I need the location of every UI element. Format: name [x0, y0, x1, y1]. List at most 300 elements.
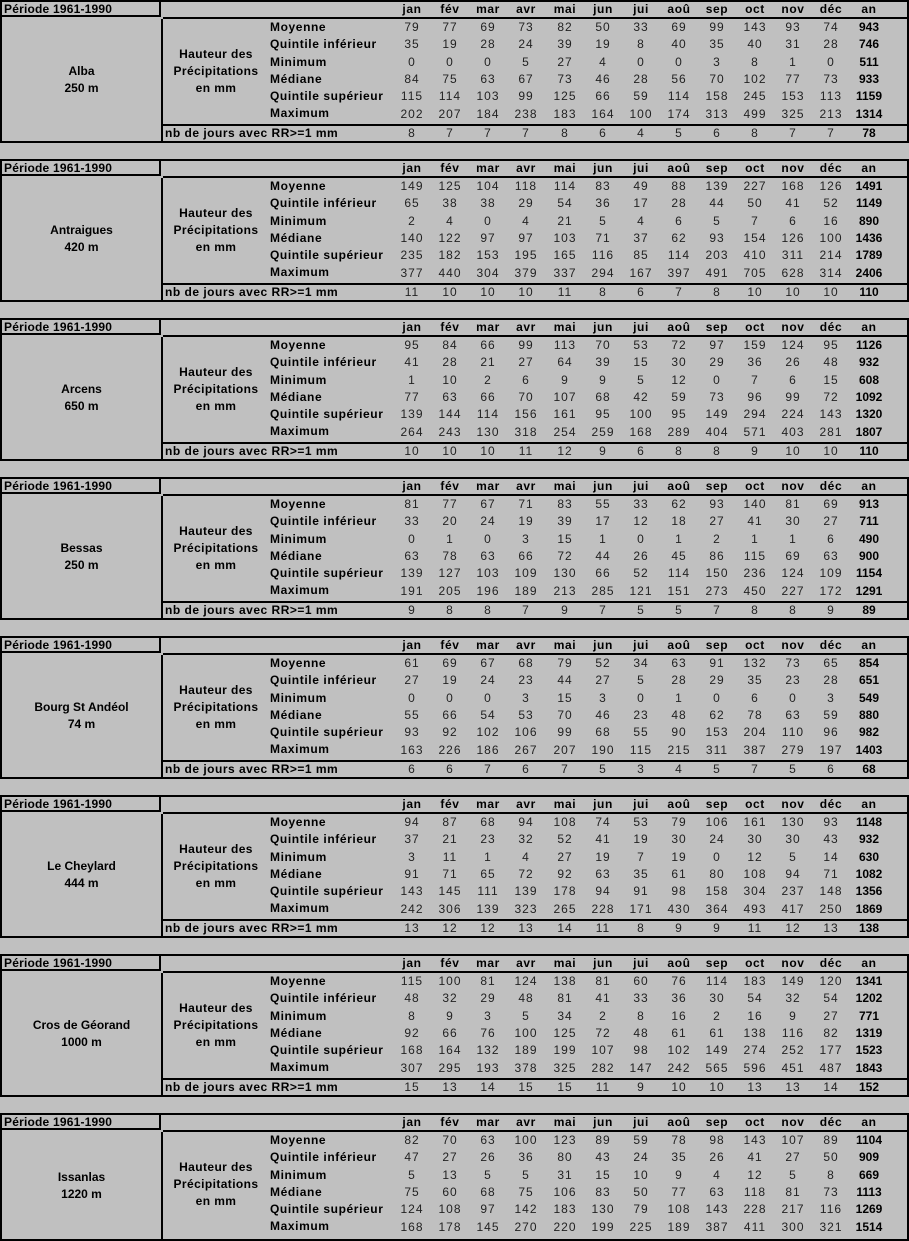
precipitation-label-line: Précipitations [173, 1018, 259, 1032]
table-cell: 79 [671, 815, 687, 829]
table-cell: 71 [518, 497, 534, 511]
table-cell: 84 [442, 338, 458, 352]
table-cell: 106 [705, 815, 729, 829]
table-cell: 125 [553, 89, 577, 104]
table-cell: 273 [705, 583, 729, 598]
table-cell: 311 [781, 248, 805, 263]
ndays-cell: 10 [823, 285, 839, 299]
month-header: jan [402, 956, 422, 970]
table-cell: 61 [709, 1025, 725, 1040]
ndays-cell: 7 [789, 126, 797, 140]
table-cell: 242 [400, 901, 424, 916]
table-cell: 97 [709, 338, 725, 352]
table-cell: 81 [785, 497, 801, 511]
table-cell: 104 [476, 179, 500, 193]
table-cell: 139 [476, 901, 500, 916]
table-cell: 29 [518, 196, 534, 211]
table-cell: 0 [484, 690, 492, 705]
ndays-cell: 11 [747, 921, 763, 935]
table-cell: 118 [743, 1184, 767, 1199]
table-cell: 97 [480, 230, 496, 245]
station-altitude: 1000 m [61, 1035, 102, 1049]
table-cell: 102 [667, 1043, 691, 1058]
table-cell: 139 [400, 566, 424, 581]
ndays-label: nb de jours avec RR>=1 mm [165, 603, 339, 617]
table-cell: 116 [819, 1202, 843, 1217]
month-header: an [861, 638, 877, 652]
table-cell: 21 [480, 355, 496, 370]
ndays-cell: 7 [484, 762, 492, 776]
table-cell: 70 [709, 71, 725, 86]
station-table [0, 636, 909, 779]
station-cell [2, 814, 163, 936]
table-cell: 149 [781, 974, 805, 988]
month-header: jan [402, 479, 422, 493]
table-cell: 9 [599, 372, 607, 387]
table-cell: 0 [827, 54, 835, 69]
month-header: avr [516, 638, 536, 652]
table-cell: 110 [781, 725, 805, 740]
table-cell: 15 [633, 355, 649, 370]
annual-value: 711 [859, 514, 879, 529]
annual-value: 1320 [855, 407, 883, 422]
stat-label: Médiane [270, 1025, 323, 1040]
month-header: oct [745, 797, 765, 811]
precipitation-label-line: Hauteur des [179, 683, 253, 697]
table-cell: 237 [781, 884, 805, 899]
table-cell: 9 [446, 1008, 454, 1023]
table-cell: 71 [595, 230, 611, 245]
table-cell: 90 [671, 725, 687, 740]
ndays-cell: 6 [522, 762, 530, 776]
month-header: nov [781, 320, 805, 334]
table-cell: 139 [400, 407, 424, 422]
table-cell: 387 [743, 742, 767, 757]
table-cell: 174 [667, 106, 691, 121]
table-cell: 118 [514, 179, 538, 193]
annual-value: 1843 [855, 1060, 883, 1075]
table-cell: 116 [781, 1025, 805, 1040]
table-cell: 378 [514, 1060, 538, 1075]
month-header: déc [819, 320, 843, 334]
table-cell: 78 [442, 548, 458, 563]
table-cell: 77 [442, 497, 458, 511]
table-cell: 39 [595, 355, 611, 370]
table-cell: 66 [518, 548, 534, 563]
table-cell: 126 [781, 230, 805, 245]
month-header: sep [705, 638, 729, 652]
month-header: avr [516, 1115, 536, 1129]
annual-value: 1789 [855, 248, 883, 263]
table-cell: 274 [743, 1043, 767, 1058]
table-cell: 2 [408, 213, 416, 228]
table-cell: 227 [781, 583, 805, 598]
table-cell: 30 [747, 832, 763, 847]
month-header: déc [819, 161, 843, 175]
table-cell: 66 [595, 89, 611, 104]
table-cell: 8 [408, 1008, 416, 1023]
station-name: Bessas [60, 541, 103, 555]
table-cell: 93 [709, 497, 725, 511]
ndays-cell: 13 [518, 921, 534, 935]
table-cell: 73 [557, 71, 573, 86]
table-cell: 3 [713, 54, 721, 69]
ndays-cell: 7 [675, 285, 683, 299]
table-cell: 55 [633, 725, 649, 740]
stat-labels [270, 337, 384, 441]
table-cell: 34 [557, 1008, 573, 1023]
table-cell: 28 [823, 673, 839, 688]
annual-value: 2406 [855, 265, 883, 280]
stat-label: Quintile supérieur [270, 884, 384, 899]
table-cell: 145 [476, 1219, 500, 1234]
table-cell: 158 [705, 884, 729, 899]
table-cell: 94 [518, 815, 534, 829]
table-cell: 183 [553, 106, 577, 121]
table-cell: 27 [518, 355, 534, 370]
stat-label: Quintile supérieur [270, 566, 384, 581]
table-cell: 6 [675, 213, 683, 228]
table-cell: 205 [438, 583, 462, 598]
table-cell: 52 [823, 196, 839, 211]
table-cell: 151 [667, 583, 691, 598]
ndays-cell: 78 [862, 126, 876, 140]
table-cell: 3 [408, 849, 416, 864]
table-cell: 92 [557, 866, 573, 881]
table-cell: 83 [595, 179, 611, 193]
table-cell: 1 [789, 54, 797, 69]
table-cell: 125 [438, 179, 462, 193]
table-cell: 77 [785, 71, 801, 86]
month-header: déc [819, 638, 843, 652]
stat-label: Moyenne [270, 815, 327, 829]
table-cell: 114 [667, 566, 691, 581]
annual-value: 1341 [855, 974, 883, 988]
table-cell: 417 [781, 901, 805, 916]
month-header: avr [516, 797, 536, 811]
table-cell: 91 [633, 884, 649, 899]
table-cell: 178 [553, 884, 577, 899]
station-cell [2, 496, 163, 618]
month-header: déc [819, 956, 843, 970]
table-cell: 109 [514, 566, 538, 581]
table-cell: 178 [438, 1219, 462, 1234]
month-header: jui [633, 956, 649, 970]
table-cell: 23 [518, 673, 534, 688]
table-cell: 123 [553, 1133, 577, 1147]
table-cell: 3 [522, 531, 530, 546]
table-cell: 68 [480, 815, 496, 829]
annual-value: 1159 [855, 89, 883, 104]
annual-value: 1154 [855, 566, 883, 581]
table-cell: 304 [743, 884, 767, 899]
table-cell: 207 [438, 106, 462, 121]
ndays-cell: 11 [404, 285, 420, 299]
month-header: fév [440, 2, 460, 16]
table-cell: 4 [599, 54, 607, 69]
month-header: oct [745, 1115, 765, 1129]
annual-value: 1403 [855, 742, 883, 757]
table-cell: 161 [553, 407, 577, 422]
table-cell: 214 [819, 248, 843, 263]
stat-label: Quintile supérieur [270, 89, 384, 104]
table-cell: 36 [595, 196, 611, 211]
table-cell: 265 [553, 901, 577, 916]
table-cell: 197 [819, 742, 843, 757]
table-cell: 243 [438, 424, 462, 439]
table-cell: 100 [629, 106, 653, 121]
stat-label: Maximum [270, 901, 330, 916]
annual-value: 630 [858, 849, 880, 864]
ndays-cell: 13 [404, 921, 420, 935]
annual-value: 1436 [855, 230, 883, 245]
ndays-cell: 10 [785, 444, 801, 458]
month-header: aoû [667, 479, 691, 493]
table-cell: 10 [442, 372, 458, 387]
table-cell: 97 [518, 230, 534, 245]
table-cell: 108 [438, 1202, 462, 1217]
stat-label: Moyenne [270, 656, 327, 670]
table-cell: 61 [671, 1025, 687, 1040]
month-header: jui [633, 1115, 649, 1129]
table-cell: 53 [518, 707, 534, 722]
stat-label: Quintile supérieur [270, 248, 384, 263]
table-cell: 63 [709, 1184, 725, 1199]
table-cell: 15 [595, 1167, 611, 1182]
ndays-cell: 6 [827, 762, 835, 776]
table-cell: 285 [591, 583, 615, 598]
table-cell: 6 [789, 372, 797, 387]
table-cell: 114 [438, 89, 462, 104]
ndays-cell: 5 [599, 762, 607, 776]
table-cell: 2 [484, 372, 492, 387]
table-cell: 76 [480, 1025, 496, 1040]
ndays-cell: 10 [823, 444, 839, 458]
ndays-cell: 68 [862, 762, 876, 776]
table-cell: 1 [484, 849, 492, 864]
table-cell: 83 [595, 1184, 611, 1199]
table-cell: 89 [823, 1133, 839, 1147]
table-cell: 41 [747, 1150, 763, 1165]
table-cell: 30 [785, 832, 801, 847]
table-cell: 130 [781, 815, 805, 829]
table-cell: 32 [785, 991, 801, 1006]
table-cell: 3 [522, 690, 530, 705]
table-cell: 63 [480, 548, 496, 563]
table-cell: 73 [709, 389, 725, 404]
table-cell: 295 [438, 1060, 462, 1075]
table-cell: 35 [404, 37, 420, 52]
table-cell: 5 [599, 213, 607, 228]
table-cell: 150 [705, 566, 729, 581]
table-cell: 245 [743, 89, 767, 104]
ndays-cell: 15 [557, 1080, 573, 1094]
table-cell: 59 [823, 707, 839, 722]
ndays-cell: 11 [595, 921, 611, 935]
table-cell: 19 [442, 673, 458, 688]
table-cell: 149 [705, 407, 729, 422]
table-cell: 153 [476, 248, 500, 263]
table-cell: 132 [743, 656, 767, 670]
station-altitude: 420 m [64, 240, 99, 254]
table-cell: 28 [442, 355, 458, 370]
table-cell: 28 [633, 71, 649, 86]
ndays-cell: 9 [827, 603, 835, 617]
month-header: an [861, 2, 877, 16]
table-cell: 5 [522, 1167, 530, 1182]
table-cell: 304 [476, 265, 500, 280]
precipitation-label-line: en mm [195, 399, 237, 413]
ndays-cell: 6 [637, 444, 645, 458]
table-cell: 71 [442, 866, 458, 881]
station-table [0, 1113, 909, 1241]
table-cell: 207 [553, 742, 577, 757]
table-cell: 27 [823, 1008, 839, 1023]
annual-value: 909 [858, 1150, 880, 1165]
table-cell: 184 [476, 106, 500, 121]
table-cell: 204 [743, 725, 767, 740]
table-cell: 114 [667, 248, 691, 263]
table-cell: 59 [633, 89, 649, 104]
table-cell: 98 [633, 1043, 649, 1058]
table-cell: 68 [595, 725, 611, 740]
table-cell: 19 [633, 832, 649, 847]
table-cell: 44 [709, 196, 725, 211]
month-header: an [861, 956, 877, 970]
table-cell: 294 [591, 265, 615, 280]
ndays-cell: 15 [404, 1080, 420, 1094]
ndays-cell: 10 [442, 444, 458, 458]
table-cell: 66 [442, 1025, 458, 1040]
ndays-cell: 10 [480, 285, 496, 299]
table-cell: 149 [400, 179, 424, 193]
table-cell: 5 [522, 1008, 530, 1023]
table-cell: 139 [514, 884, 538, 899]
table-cell: 27 [785, 1150, 801, 1165]
table-cell: 27 [557, 849, 573, 864]
table-cell: 63 [595, 866, 611, 881]
annual-value: 900 [858, 548, 880, 563]
table-cell: 37 [633, 230, 649, 245]
table-cell: 73 [785, 656, 801, 670]
table-cell: 41 [595, 832, 611, 847]
table-cell: 1 [751, 531, 759, 546]
table-cell: 72 [671, 338, 687, 352]
station-altitude: 650 m [64, 399, 99, 413]
table-cell: 410 [743, 248, 767, 263]
ndays-cell: 14 [557, 921, 573, 935]
annual-value: 1291 [855, 583, 883, 598]
ndays-cell: 10 [747, 285, 763, 299]
station-name: Bourg St Andéol [34, 700, 129, 714]
table-cell: 69 [785, 548, 801, 563]
ndays-cell: 152 [858, 1080, 880, 1094]
table-cell: 16 [747, 1008, 763, 1023]
table-cell: 264 [400, 424, 424, 439]
table-cell: 403 [781, 424, 805, 439]
table-cell: 225 [629, 1219, 653, 1234]
month-header: mai [553, 161, 577, 175]
annual-value: 608 [858, 372, 880, 387]
month-header: mai [553, 1115, 577, 1129]
table-cell: 108 [743, 866, 767, 881]
table-cell: 21 [557, 213, 573, 228]
month-header: jan [402, 638, 422, 652]
table-cell: 94 [595, 884, 611, 899]
table-cell: 36 [518, 1150, 534, 1165]
annual-value: 1269 [855, 1202, 883, 1217]
month-header: oct [745, 638, 765, 652]
ndays-cell: 8 [446, 603, 454, 617]
stat-label: Minimum [270, 54, 327, 69]
table-cell: 63 [480, 71, 496, 86]
table-cell: 48 [633, 1025, 649, 1040]
table-cell: 65 [823, 656, 839, 670]
table-cell: 321 [819, 1219, 843, 1234]
ndays-cell: 9 [599, 444, 607, 458]
table-cell: 50 [595, 20, 611, 34]
table-cell: 48 [671, 707, 687, 722]
table-cell: 6 [751, 690, 759, 705]
table-cell: 281 [819, 424, 843, 439]
table-cell: 37 [404, 832, 420, 847]
table-cell: 79 [633, 1202, 649, 1217]
table-cell: 130 [553, 566, 577, 581]
stat-label: Maximum [270, 1060, 330, 1075]
table-cell: 78 [747, 707, 763, 722]
annual-value: 1314 [855, 106, 883, 121]
table-cell: 124 [400, 1202, 424, 1217]
month-header: mar [476, 479, 500, 493]
station-cell [2, 178, 163, 300]
precipitation-label-line: Précipitations [173, 700, 259, 714]
table-cell: 32 [518, 832, 534, 847]
table-cell: 130 [591, 1202, 615, 1217]
table-cell: 487 [819, 1060, 843, 1075]
table-cell: 107 [781, 1133, 805, 1147]
ndays-cell: 7 [713, 603, 721, 617]
table-cell: 107 [591, 1043, 615, 1058]
ndays-cell: 10 [480, 444, 496, 458]
ndays-cell: 12 [480, 921, 496, 935]
ndays-cell: 13 [785, 1080, 801, 1094]
table-cell: 19 [518, 514, 534, 529]
table-cell: 62 [709, 707, 725, 722]
table-cell: 72 [518, 866, 534, 881]
month-header: jan [402, 1115, 422, 1129]
precipitation-label-line: en mm [195, 876, 237, 890]
annual-value: 771 [858, 1008, 880, 1023]
table-cell: 4 [522, 849, 530, 864]
annual-value: 1104 [855, 1133, 883, 1147]
table-cell: 143 [819, 407, 843, 422]
table-cell: 54 [557, 196, 573, 211]
precipitation-label-line: Précipitations [173, 859, 259, 873]
table-cell: 236 [743, 566, 767, 581]
ndays-cell: 8 [408, 126, 416, 140]
table-cell: 596 [743, 1060, 767, 1075]
month-header: mar [476, 161, 500, 175]
table-cell: 38 [480, 196, 496, 211]
table-cell: 139 [705, 179, 729, 193]
table-cell: 56 [671, 71, 687, 86]
table-cell: 7 [751, 372, 759, 387]
table-cell: 15 [557, 531, 573, 546]
annual-value: 1319 [855, 1025, 883, 1040]
table-cell: 45 [671, 548, 687, 563]
table-cell: 61 [404, 656, 420, 670]
ndays-cell: 9 [713, 921, 721, 935]
